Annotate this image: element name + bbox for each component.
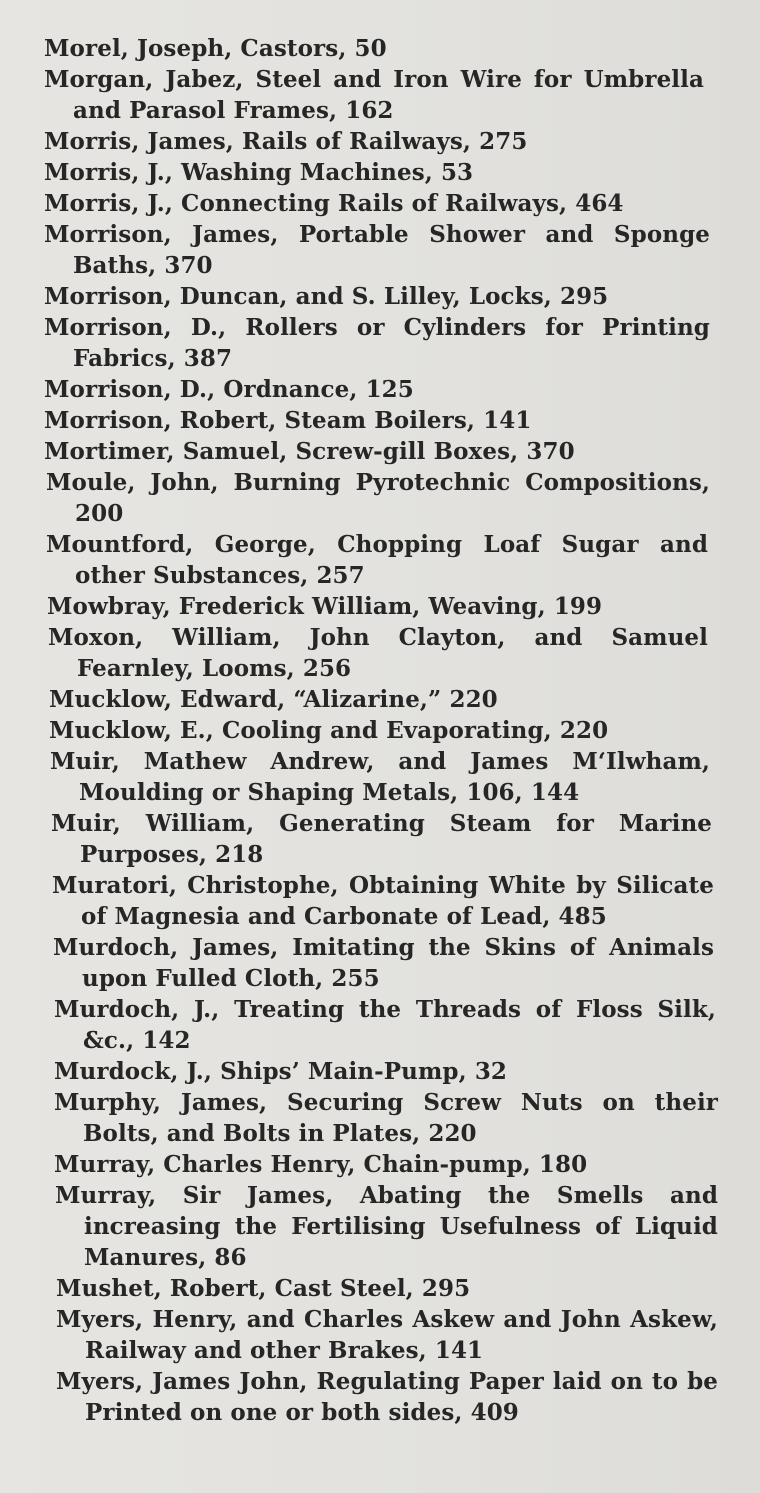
entry-text: Murdoch, J., Treating the Threads of Floss Silk, &c., 142	[54, 996, 716, 1054]
index-entry	[49, 715, 690, 746]
index-entry	[44, 188, 720, 219]
entry-text: Murray, Sir James, Abating the Smells and increasing the Fertilising Usefulness of Liquid Manures, 86	[55, 1182, 718, 1271]
entry-text: Morris, James, Rails of Railways, 275	[44, 128, 528, 155]
index-entry	[49, 684, 580, 715]
entry-text: Morgan, Jabez, Steel and Iron Wire for Umbrella and Parasol Frames, 162	[44, 66, 704, 124]
entry-text: Morrison, D., Rollers or Cylinders for Printing Fabrics, 387	[44, 314, 710, 372]
entry-text: Mushet, Robert, Cast Steel, 295	[56, 1275, 471, 1302]
entry-text: Morrison, Duncan, and S. Lilley, Locks, 295	[44, 283, 609, 310]
index-entry	[51, 808, 712, 870]
index-entry	[53, 932, 714, 994]
entry-text: Murphy, James, Securing Screw Nuts on their Bolts, and Bolts in Plates, 220	[54, 1089, 718, 1147]
entry-text: Morel, Joseph, Castors, 50	[44, 35, 387, 62]
index-entry	[44, 126, 610, 157]
entry-text: Mortimer, Samuel, Screw-gill Boxes, 370	[44, 438, 575, 465]
entry-text: Myers, Henry, and Charles Askew and John Askew, Railway and other Brakes, 141	[56, 1306, 718, 1364]
index-entry	[54, 1056, 580, 1087]
index-entry	[44, 157, 550, 188]
entry-text: Murdoch, James, Imitating the Skins of Animals upon Fulled Cloth, 255	[53, 934, 714, 992]
entry-text: Morrison, Robert, Steam Boilers, 141	[44, 407, 532, 434]
entry-text: Murdock, J., Ships’ Main-Pump, 32	[54, 1058, 508, 1085]
index-entry	[54, 994, 716, 1056]
index-entry	[56, 1366, 718, 1428]
index-entry	[52, 870, 714, 932]
index-entry	[48, 622, 708, 684]
index-entry	[56, 1273, 524, 1304]
index-entry	[54, 1087, 718, 1149]
index-entry	[44, 219, 710, 281]
entry-text: Murray, Charles Henry, Chain-pump, 180	[54, 1151, 588, 1178]
entry-text: Morris, J., Washing Machines, 53	[44, 159, 474, 186]
index-entry	[44, 405, 580, 436]
entry-text: Moxon, William, John Clayton, and Samuel Fearnley, Looms, 256	[48, 624, 708, 682]
entry-text: Moule, John, Burning Pyrotechnic Compositions, 200	[46, 469, 710, 527]
index-entry	[46, 529, 708, 591]
index-entry	[55, 1180, 718, 1273]
entry-text: Morrison, James, Portable Shower and Sponge Baths, 370	[44, 221, 710, 279]
entry-text: Mowbray, Frederick William, Weaving, 199	[47, 593, 603, 620]
entry-text: Mucklow, Edward, “Alizarine,” 220	[49, 686, 498, 713]
entry-text: Mucklow, E., Cooling and Evaporating, 220	[49, 717, 609, 744]
index-entry	[56, 1304, 718, 1366]
entry-text: Morrison, D., Ordnance, 125	[44, 376, 414, 403]
entry-text: Mountford, George, Chopping Loaf Sugar and other Substances, 257	[46, 531, 708, 589]
index-entry	[54, 1149, 660, 1180]
index-entry	[44, 64, 704, 126]
index-entry	[44, 312, 710, 374]
index-entry	[50, 746, 710, 808]
patent-index-list	[0, 33, 760, 1428]
entry-text: Muratori, Christophe, Obtaining White by Silicate of Magnesia and Carbonate of Lead, 485	[52, 872, 714, 930]
index-entry	[44, 436, 640, 467]
index-entry	[44, 33, 440, 64]
index-entry	[44, 374, 460, 405]
index-entry	[46, 467, 710, 529]
entry-text: Myers, James John, Regulating Paper laid on to be Printed on one or both sides, 409	[56, 1368, 718, 1426]
index-entry	[44, 281, 705, 312]
entry-text: Muir, William, Generating Steam for Marine Purposes, 218	[51, 810, 712, 868]
index-entry	[47, 591, 680, 622]
entry-text: Morris, J., Connecting Rails of Railways, 464	[44, 190, 624, 217]
entry-text: Muir, Mathew Andrew, and James M‘Ilwham, Moulding or Shaping Metals, 106, 144	[50, 748, 710, 806]
